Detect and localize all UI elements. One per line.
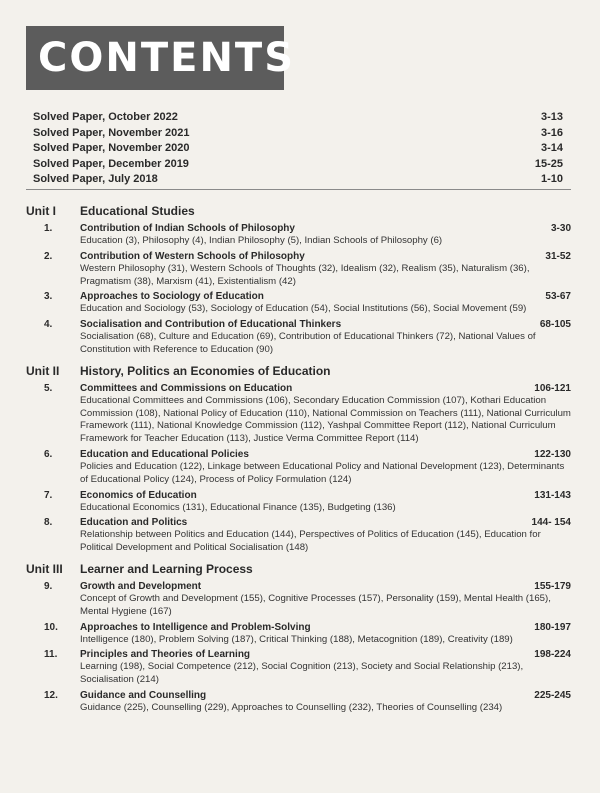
- chapter-entry: [26, 382, 571, 446]
- chapter-pages: 155-179: [534, 580, 571, 592]
- chapter-number: 4.: [44, 319, 53, 331]
- chapter-topics: Socialisation (68), Culture and Education (69), Contribution of Educational Thinkers (72), National Values of Constitution with Reference to Education (90): [80, 331, 536, 355]
- solved-paper-pages: 1-10: [540, 173, 563, 185]
- solved-paper-row: [33, 110, 563, 126]
- contents-banner: CONTENTS: [26, 26, 284, 90]
- chapter-entry: [26, 516, 571, 555]
- solved-paper-title: Solved Paper, November 2021: [33, 126, 190, 139]
- chapter-entry: [26, 448, 571, 487]
- chapter-title: Socialisation and Contribution of Educational Thinkers: [80, 319, 342, 331]
- chapter-entry: [26, 318, 571, 357]
- solved-paper-row: [33, 141, 563, 157]
- solved-paper-title: Solved Paper, October 2022: [33, 111, 178, 123]
- chapter-pages: 144- 154: [531, 517, 571, 529]
- divider: [26, 189, 571, 190]
- solved-paper-pages: 15-25: [534, 157, 563, 170]
- chapter-number: 8.: [44, 517, 53, 529]
- chapter-topics: Guidance (225), Counselling (229), Approaches to Counselling (232), Theories of Counselling (234): [80, 701, 503, 713]
- chapter-title: Guidance and Counselling: [80, 689, 207, 701]
- chapter-pages: 122-130: [534, 448, 571, 460]
- chapter-pages: 198-224: [534, 649, 571, 661]
- unit-heading: [26, 363, 571, 380]
- chapter-topics: Educational Economics (131), Educational Finance (135), Budgeting (136): [80, 501, 396, 513]
- chapter-pages: 3-30: [550, 223, 571, 234]
- chapter-number: 7.: [44, 489, 53, 501]
- chapter-pages: 180-197: [534, 621, 571, 633]
- chapter-topics: Policies and Education (122), Linkage between Educational Policy and National Development (123), Determinants of Educational Policy (124), Process of Policy Formulation (124): [80, 460, 565, 485]
- chapter-topics: Education and Sociology (53), Sociology of Education (54), Social Institutions (56), Social Movement (59): [80, 303, 527, 315]
- unit-heading: [26, 561, 571, 578]
- chapter-entry: [26, 580, 571, 619]
- chapter-title: Principles and Theories of Learning: [80, 649, 251, 661]
- solved-paper-pages: 3-13: [540, 111, 563, 123]
- chapter-topics: Concept of Growth and Development (155), Cognitive Processes (157), Personality (159), Mental Health (165), Mental Hygiene (167): [80, 592, 551, 617]
- unit-label: Unit II: [26, 363, 60, 378]
- chapter-title: Growth and Development: [80, 580, 202, 592]
- chapter-number: 11.: [44, 649, 58, 661]
- solved-paper-row: [33, 157, 563, 173]
- solved-paper-title: Solved Paper, July 2018: [33, 173, 158, 185]
- chapter-entry: [26, 222, 571, 248]
- chapter-title: Approaches to Intelligence and Problem-Solving: [80, 621, 311, 633]
- chapter-topics: Relationship between Politics and Education (144), Perspectives of Politics of Education (145), Education for Political Development and Political Socialisation (148): [80, 529, 541, 554]
- chapter-topics: Educational Committees and Commissions (106), Secondary Education Commission (107), Kothari Education Commission (108), National Policy of Education (110), National Commission on Teachers (111), National Curriculum Framework (111), National Knowledge Commission (112), Yashpal Committee Report (112), National Curriculum Framework for Teacher Education (113), Justice Verma Committee Report (114): [80, 394, 571, 445]
- chapter-number: 1.: [44, 223, 53, 234]
- chapter-number: 10.: [44, 621, 58, 633]
- chapter-title: Contribution of Western Schools of Philosophy: [80, 250, 305, 262]
- chapter-topics: Education (3), Philosophy (4), Indian Philosophy (5), Indian Schools of Philosophy (6): [80, 235, 443, 246]
- chapter-number: 6.: [44, 448, 53, 460]
- unit-section: [26, 363, 571, 555]
- chapter-pages: 53-67: [545, 291, 571, 303]
- solved-paper-pages: 3-16: [540, 126, 563, 139]
- chapter-topics: Learning (198), Social Competence (212), Social Cognition (213), Society and Social Relationship (213), Socialisation (214): [80, 661, 524, 686]
- chapter-pages: 131-143: [534, 489, 571, 501]
- chapter-title: Contribution of Indian Schools of Philosophy: [80, 223, 295, 234]
- units-list: [26, 203, 571, 721]
- chapter-title: Education and Politics: [80, 517, 188, 529]
- chapter-entry: [26, 621, 571, 647]
- unit-label: Unit III: [26, 561, 63, 576]
- solved-papers-list: [33, 110, 563, 188]
- unit-section: [26, 203, 571, 357]
- chapter-pages: 225-245: [534, 689, 571, 701]
- chapter-entry: [26, 489, 571, 515]
- unit-label: Unit I: [26, 204, 56, 218]
- chapter-number: 5.: [44, 382, 53, 394]
- chapter-pages: 31-52: [545, 250, 571, 262]
- chapter-title: Committees and Commissions on Education: [80, 382, 293, 394]
- chapter-number: 9.: [44, 580, 53, 592]
- unit-title: History, Politics an Economies of Education: [80, 363, 331, 378]
- chapter-title: Approaches to Sociology of Education: [80, 291, 264, 303]
- unit-heading: [26, 203, 571, 220]
- solved-paper-title: Solved Paper, November 2020: [33, 142, 190, 154]
- solved-paper-pages: 3-14: [540, 142, 563, 154]
- chapter-topics: Western Philosophy (31), Western Schools of Thoughts (32), Idealism (32), Realism (35), Naturalism (36), Pragmatism (38), Marxism (41), Existentialism (42): [80, 262, 530, 287]
- unit-title: Educational Studies: [80, 204, 195, 218]
- chapter-number: 3.: [44, 291, 53, 303]
- solved-paper-row: [33, 126, 563, 142]
- chapter-number: 2.: [44, 250, 53, 262]
- chapter-entry: [26, 689, 571, 715]
- chapter-title: Economics of Education: [80, 489, 197, 501]
- solved-paper-title: Solved Paper, December 2019: [33, 157, 189, 170]
- solved-paper-row: [33, 172, 563, 188]
- chapter-number: 12.: [44, 689, 58, 701]
- chapter-title: Education and Educational Policies: [80, 448, 249, 460]
- unit-section: [26, 561, 571, 715]
- unit-title: Learner and Learning Process: [80, 561, 253, 576]
- chapter-pages: 68-105: [539, 319, 571, 331]
- chapter-entry: [26, 648, 571, 687]
- chapter-topics: Intelligence (180), Problem Solving (187), Critical Thinking (188), Metacognition (189), Creativity (189): [80, 633, 513, 645]
- chapter-entry: [26, 250, 571, 289]
- chapter-entry: [26, 290, 571, 316]
- chapter-pages: 106-121: [534, 382, 571, 394]
